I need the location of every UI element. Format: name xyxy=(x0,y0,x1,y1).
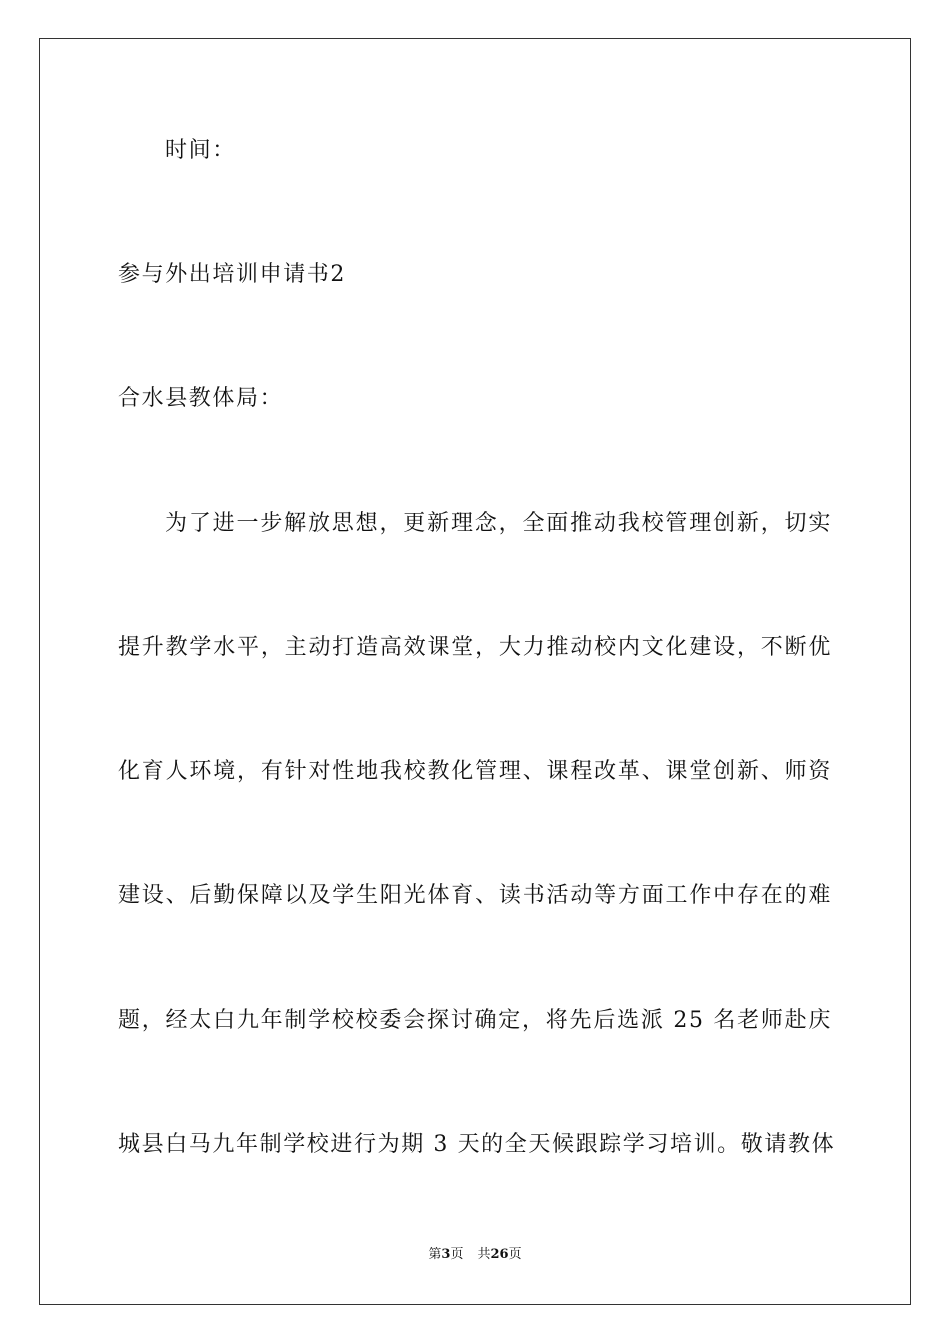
time-label: 时间： xyxy=(165,138,236,163)
body-line-4: 建设、后勤保障以及学生阳光体育、读书活动等方面工作中存在的难 xyxy=(118,883,832,908)
page-footer xyxy=(0,1246,950,1264)
addressee: 合水县教体局： xyxy=(118,386,284,411)
body-line-5: 题，经太白九年制学校校委会探讨确定，将先后选派 25 名老师赴庆 xyxy=(118,1008,832,1033)
body-line-1: 为了进一步解放思想，更新理念，全面推动我校管理创新，切实 xyxy=(165,511,832,536)
total-suffix: 页 xyxy=(508,1247,522,1262)
page-number: 3 xyxy=(441,1247,451,1262)
body-line-6: 城县白马九年制学校进行为期 3 天的全天候跟踪学习培训。敬请教体 xyxy=(118,1132,836,1157)
page-prefix: 第 xyxy=(428,1247,442,1262)
page-border xyxy=(39,38,911,1305)
total-prefix: 共 xyxy=(477,1247,491,1262)
page-suffix: 页 xyxy=(450,1247,464,1262)
section-title: 参与外出培训申请书2 xyxy=(118,262,346,287)
body-line-2: 提升教学水平，主动打造高效课堂，大力推动校内文化建设，不断优 xyxy=(118,635,832,660)
body-line-3: 化育人环境，有针对性地我校教化管理、课程改革、课堂创新、师资 xyxy=(118,759,832,784)
total-pages: 26 xyxy=(490,1247,509,1262)
